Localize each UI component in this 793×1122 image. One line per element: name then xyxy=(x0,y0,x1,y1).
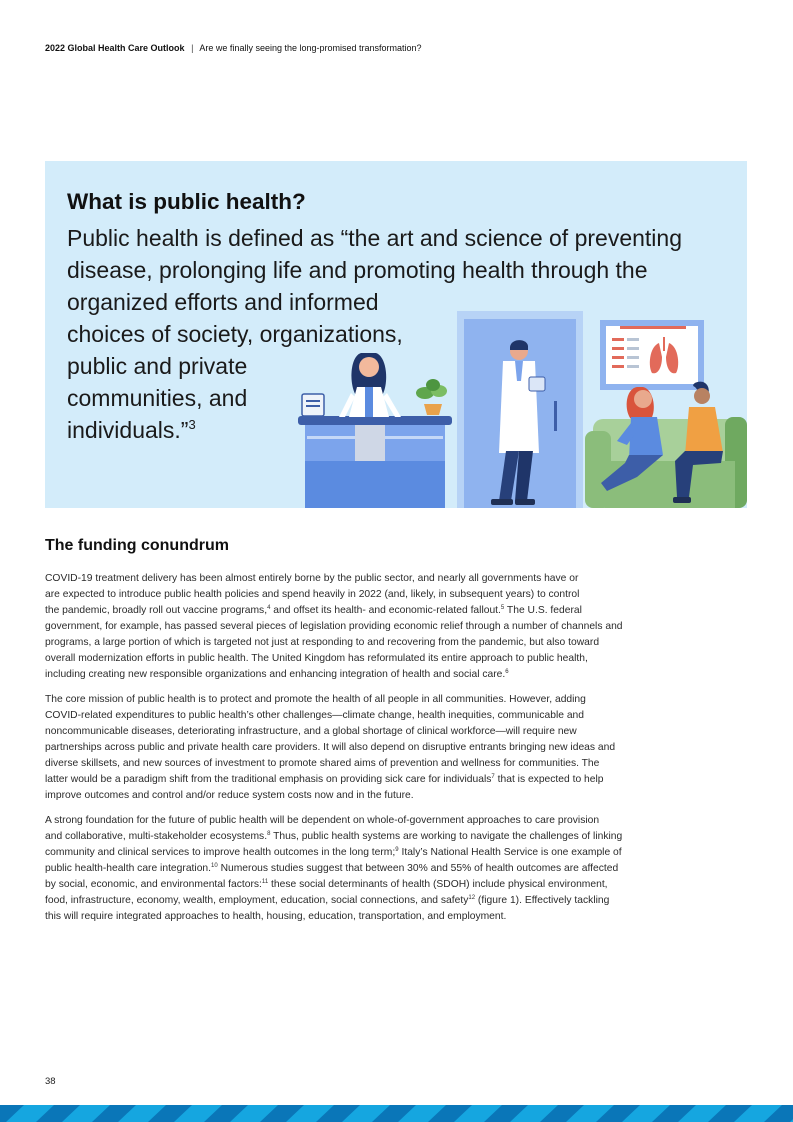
footnote-ref: 5 xyxy=(500,605,505,611)
text-segment: that is expected to help xyxy=(494,774,604,785)
text-line xyxy=(45,845,695,861)
text-line xyxy=(45,909,695,925)
footnote-ref: 10 xyxy=(211,863,218,869)
text-line xyxy=(45,619,695,635)
text-line xyxy=(45,829,695,845)
page-number: 38 xyxy=(45,1076,56,1087)
definition-line: organized efforts and informed xyxy=(67,289,379,315)
publication-title: 2022 Global Health Care Outlook xyxy=(45,43,185,53)
text-segment: COVID-19 treatment delivery has been almost entirely borne by the public sector, and nearly all governments have or xyxy=(45,573,579,584)
text-segment: community and clinical services to improve health outcomes in the long term; xyxy=(45,847,396,858)
text-line xyxy=(45,571,695,587)
footnote-ref: 9 xyxy=(395,847,399,853)
running-header xyxy=(45,43,422,53)
text-line xyxy=(45,635,695,651)
text-line xyxy=(45,692,695,708)
body-paragraph xyxy=(45,692,695,804)
text-segment: Thus, public health systems are working to navigate the challenges of linking xyxy=(270,831,623,842)
text-segment: overall modernization efforts in public health. The United Kingdom has reformulated its entire approach to public health, xyxy=(45,653,588,664)
text-segment: public health-health care integration. xyxy=(45,863,212,874)
text-line xyxy=(45,740,695,756)
text-segment: diverse skillsets, and new sources of investment to promote shared aims of prevention and wellness for communities. The xyxy=(45,758,600,769)
text-segment: The core mission of public health is to protect and promote the health of all people in all communities. However, adding xyxy=(45,694,586,705)
footer-stripes xyxy=(0,1105,793,1122)
public-health-definition xyxy=(67,222,727,446)
publication-subtitle: Are we finally seeing the long-promised transformation? xyxy=(199,43,422,53)
text-segment: government, for example, has passed several pieces of legislation providing economic relief through a number of channels and xyxy=(45,621,623,632)
footer-band xyxy=(0,1105,793,1122)
text-line xyxy=(45,603,695,619)
body-paragraph xyxy=(45,571,695,683)
text-segment: Italy’s National Health Service is one example of xyxy=(398,847,622,858)
footnote-ref: 11 xyxy=(261,879,269,885)
text-line xyxy=(45,587,695,603)
body-paragraph xyxy=(45,813,695,925)
text-segment: partnerships across public and private health care providers. It will also depend on disruptive entrants bringing new ideas and xyxy=(45,742,616,753)
text-line xyxy=(45,893,695,909)
definition-line-last xyxy=(67,414,727,446)
text-segment: and offset its health- and economic-related fallout. xyxy=(270,605,501,616)
text-segment: Numerous studies suggest that between 30% and 55% of health outcomes are affected xyxy=(217,863,619,874)
definition-line: communities, and xyxy=(67,385,248,411)
text-segment: noncommunicable diseases, deteriorating infrastructure, and a global shortage of clinical workforce—will require new xyxy=(45,726,577,737)
definition-line: disease, prolonging life and promoting health through the xyxy=(67,257,648,283)
text-line xyxy=(45,788,695,804)
text-line xyxy=(45,861,695,877)
text-line xyxy=(45,772,695,788)
text-segment: A strong foundation for the future of public health will be dependent on whole-of-government approaches to care provision xyxy=(45,815,600,826)
text-line xyxy=(45,651,695,667)
footnote-ref: 3 xyxy=(188,417,196,432)
text-line xyxy=(45,813,695,829)
text-line xyxy=(45,708,695,724)
section-title: The funding conundrum xyxy=(45,537,229,554)
definition-line-text: individuals.” xyxy=(67,417,189,443)
text-segment: programs, a large portion of which is targeted not just at responding to and recovering from the pandemic, but also toward xyxy=(45,637,600,648)
text-segment: (figure 1). Effectively tackling xyxy=(475,895,610,906)
footnote-ref: 7 xyxy=(491,774,495,780)
callout-title: What is public health? xyxy=(67,189,306,214)
text-segment: COVID-related expenditures to public health’s other challenges—climate change, health inequities, communicable and xyxy=(45,710,584,721)
footnote-ref: 4 xyxy=(267,605,271,611)
text-segment: are expected to introduce public health policies and spend heavily in 2022 (and, likely, in subsequent years) to control xyxy=(45,589,580,600)
text-segment: including creating new responsible organizations and enhancing integration of health and social care. xyxy=(45,669,506,680)
text-segment: these social determinants of health (SDOH) include physical environment, xyxy=(268,879,608,890)
footnote-ref: 12 xyxy=(468,895,476,901)
section-body xyxy=(45,571,695,934)
header-separator: | xyxy=(191,43,194,53)
text-segment: this will require integrated approaches to health, housing, education, transportation, and employment. xyxy=(45,911,507,922)
text-segment: food, infrastructure, economy, wealth, employment, education, social connections, and safety xyxy=(45,895,469,906)
text-segment: by social, economic, and environmental factors: xyxy=(45,879,262,890)
text-segment: and collaborative, multi-stakeholder ecosystems. xyxy=(45,831,268,842)
text-segment: The U.S. federal xyxy=(504,605,582,616)
definition-line: choices of society, organizations, xyxy=(67,321,403,347)
text-segment: latter would be a paradigm shift from the traditional emphasis on providing sick care for individuals xyxy=(45,774,492,785)
public-health-callout xyxy=(45,161,747,508)
text-line xyxy=(45,667,695,683)
text-segment: improve outcomes and control and/or reduce system costs now and in the future. xyxy=(45,790,414,801)
definition-line: Public health is defined as “the art and science of preventing xyxy=(67,225,682,251)
footnote-ref: 8 xyxy=(267,831,271,837)
text-line xyxy=(45,756,695,772)
footnote-ref: 6 xyxy=(505,669,509,675)
definition-line: public and private xyxy=(67,353,248,379)
text-line xyxy=(45,724,695,740)
text-line xyxy=(45,877,695,893)
text-segment: the pandemic, broadly roll out vaccine programs, xyxy=(45,605,268,616)
